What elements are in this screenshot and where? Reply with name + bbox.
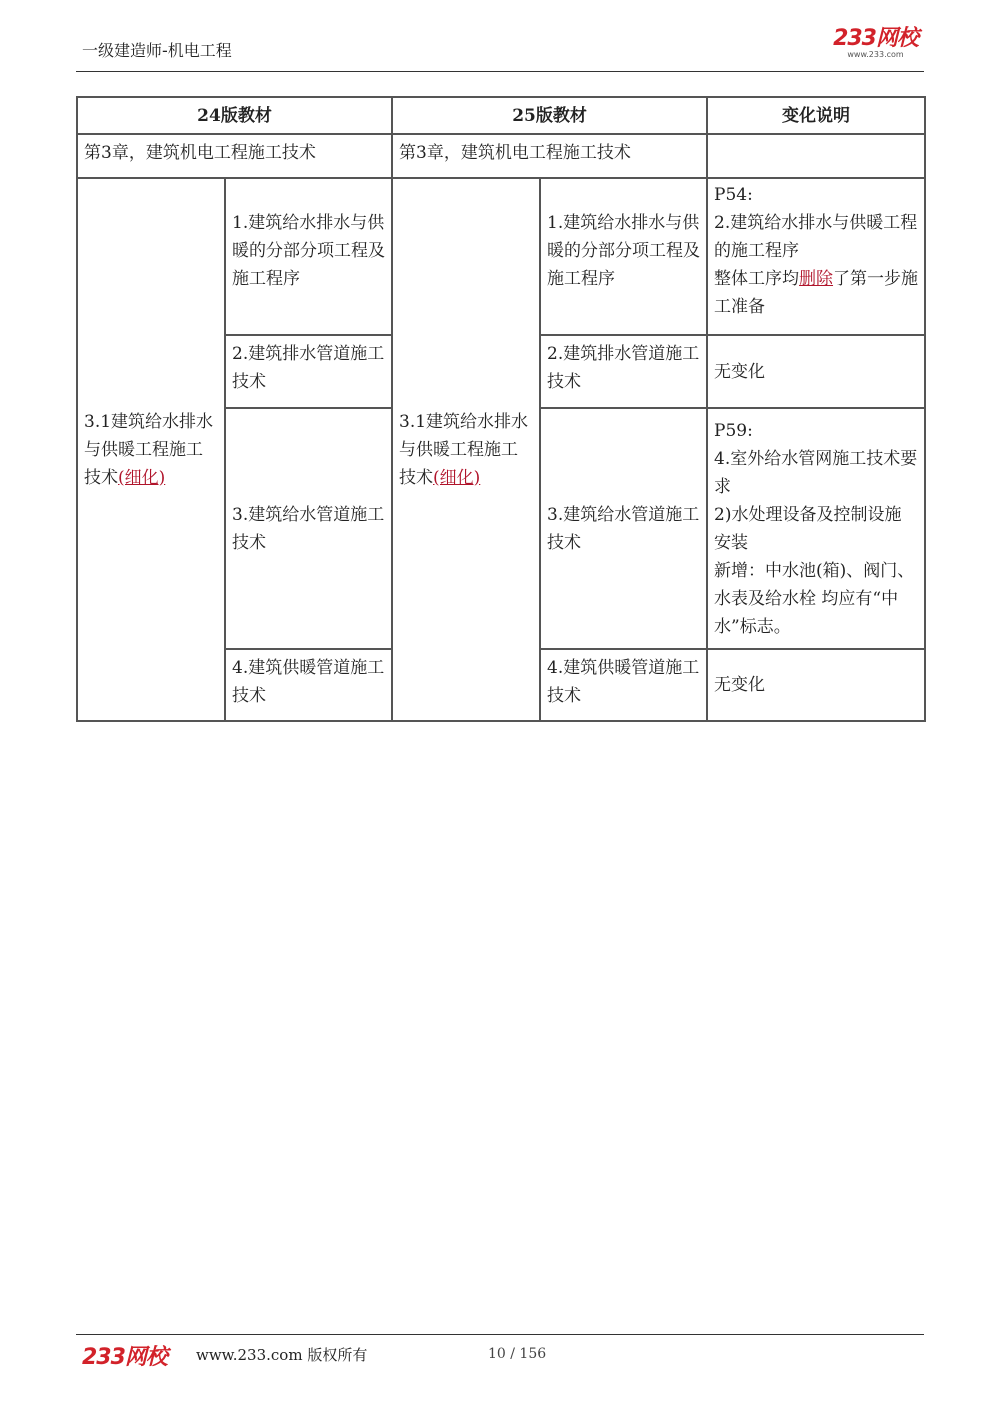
- footer-copyright: www.233.com 版权所有: [196, 1346, 368, 1364]
- item-new: 1.建筑给水排水与供暖的分部分项工程及施工程序: [540, 178, 707, 335]
- footer-logo: 233网校: [82, 1345, 167, 1370]
- item-note: 无变化: [707, 649, 925, 721]
- item-old: 2.建筑排水管道施工技术: [225, 335, 392, 408]
- item-old: 4.建筑供暖管道施工技术: [225, 649, 392, 721]
- note-line: 4.室外给水管网施工技术要求: [714, 449, 918, 497]
- section-old-tag: (细化): [118, 467, 166, 488]
- section-new: [392, 178, 540, 721]
- header-divider: [76, 71, 924, 72]
- deleted-highlight: 删除: [799, 269, 834, 289]
- item-new: 3.建筑给水管道施工技术: [540, 408, 707, 649]
- logo-url: www.233.com: [847, 50, 904, 59]
- note-line: 2.建筑给水排水与供暖工程的施工程序: [714, 213, 918, 261]
- document-header-title: 一级建造师-机电工程: [82, 41, 232, 60]
- column-header-new: 25版教材: [392, 97, 707, 134]
- item-note: [707, 178, 925, 335]
- item-note: 无变化: [707, 335, 925, 408]
- column-header-old: 24版教材: [77, 97, 392, 134]
- logo-text: 233网校: [833, 26, 918, 51]
- brand-logo: [833, 28, 918, 59]
- note-line: 新增：中水池(箱)、阀门、水表及给水栓 均应有“中水”标志。: [714, 561, 915, 637]
- comparison-table: [76, 96, 926, 722]
- section-old-text: 3.1建筑给水排水与供暖工程施工技术: [84, 411, 214, 488]
- section-old: [77, 178, 225, 721]
- section-new-text: 3.1建筑给水排水与供暖工程施工技术: [399, 411, 529, 488]
- chapter-old: 第3章，建筑机电工程施工技术: [77, 134, 392, 178]
- item-note: [707, 408, 925, 649]
- section-new-tag: (细化): [433, 467, 481, 488]
- note-line-edit: 整体工序均删除了第一步施工准备: [714, 269, 919, 317]
- table-header-row: [77, 97, 925, 134]
- chapter-note: [707, 134, 925, 178]
- item-old: 3.建筑给水管道施工技术: [225, 408, 392, 649]
- footer-divider: [76, 1334, 924, 1335]
- item-new: 4.建筑供暖管道施工技术: [540, 649, 707, 721]
- item-new: 2.建筑排水管道施工技术: [540, 335, 707, 408]
- table-row: [77, 178, 925, 335]
- item-old: 1.建筑给水排水与供暖的分部分项工程及施工程序: [225, 178, 392, 335]
- note-line: P54:: [714, 185, 753, 205]
- note-line: 2)水处理设备及控制设施安装: [714, 505, 902, 553]
- page-number: 10 / 156: [488, 1346, 547, 1362]
- note-line: P59:: [714, 421, 753, 441]
- chapter-row: [77, 134, 925, 178]
- column-header-note: 变化说明: [707, 97, 925, 134]
- chapter-new: 第3章，建筑机电工程施工技术: [392, 134, 707, 178]
